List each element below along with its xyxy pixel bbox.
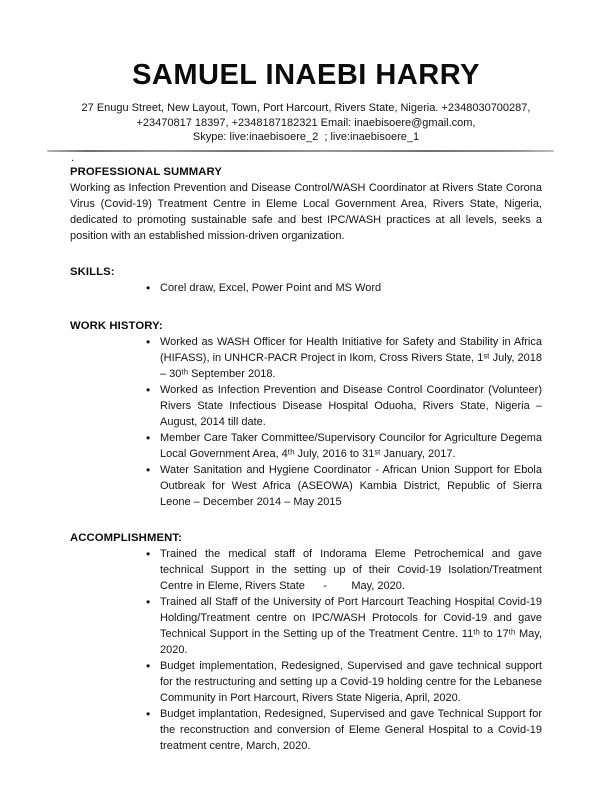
section-work-history [70,318,542,510]
section-skills [70,264,542,296]
contact-line-phone-email: +23470817 18397, +2348187182321 Email: inaebisoere@gmail.com, [136,116,476,129]
list-item [145,658,542,706]
accomplishment-entry: Budget implantation, Redesigned, Supervised and gave Technical Support for the reconstruction and conversion of Eleme General Hospital to a Covid-19 treatment centre, March, 2020. [160,707,542,752]
list-item [145,280,542,296]
list-item [145,462,542,510]
stray-period-mark: . [71,151,75,164]
work-history-entry: Worked as WASH Officer for Health Initiative for Safety and Stability in Africa (HIFASS), in UNHCR-PACR Project in Ikom, Cross Rivers State, 1ˢᵗ July, 2018 – 30ᵗʰ September 2018. [160,335,542,380]
accomplishment-entry: Budget implementation, Redesigned, Supervised and gave technical support for the restructuring and setting up a Covid-19 holding centre for the Lebanese Community in Port Harcourt, Rivers State Nigeria, April, 2020. [160,659,542,704]
section-heading-skills: SKILLS: [70,265,115,278]
skill-text: Corel draw, Excel, Power Point and MS Word [160,281,382,294]
accomplishment-entry: Trained the medical staff of Indorama Eleme Petrochemical and gave technical Support in the setting up of their Covid-19 Isolation/Treatment Centre in Eleme, Rivers State - May, 2020. [160,547,542,592]
contact-line-address: 27 Enugu Street, New Layout, Town, Port Harcourt, Rivers State, Nigeria. +2348030700287, [81,102,531,114]
work-history-entry: Member Care Taker Committee/Supervisory Councilor for Agriculture Degema Local Government Area, 4ᵗʰ July, 2016 to 31ˢᵗ January, 2017. [160,431,542,460]
contact-line-skype: Skype: live:inaebisoere_2 ; live:inaebisoere_1 [192,131,420,143]
accomplishment-entry: Trained all Staff of the University of Port Harcourt Teaching Hospital Covid-19 Holding/Treatment centre on IPC/WASH Protocols for Covid-19 and gave Technical Support in the Setting up of the Treatment Centre. 11ᵗʰ to 17ᵗʰ May, 2020. [160,595,542,656]
resume-body [70,164,542,754]
work-history-entry: Worked as Infection Prevention and Disease Control Coordinator (Volunteer) Rivers State Infectious Disease Hospital Oduoha, Rivers State, Nigeria – August, 2014 till date. [160,383,542,428]
list-item [145,706,542,754]
work-history-entry: Water Sanitation and Hygiene Coordinator - African Union Support for Ebola Outbreak for West Africa (ASEOWA) Kambia District, Republic of Sierra Leone – December 2014 – May 2015 [160,463,542,508]
work-history-list [70,334,542,510]
list-item [145,594,542,658]
list-item [145,546,542,594]
section-heading-accomplishment: ACCOMPLISHMENT: [70,531,182,544]
resume-header [0,0,612,145]
section-heading-professional-summary: PROFESSIONAL SUMMARY [70,165,223,178]
section-heading-work-history: WORK HISTORY: [70,319,163,332]
section-accomplishment [70,530,542,754]
skills-list [70,280,542,296]
section-professional-summary [70,164,542,244]
list-item [145,430,542,462]
candidate-name: SAMUEL INAEBI HARRY [132,59,480,91]
professional-summary-paragraph: Working as Infection Prevention and Disease Control/WASH Coordinator at Rivers State Corona Virus (Covid-19) Treatment Centre in Eleme Local Government Area, Rivers State, Nigeria, dedicated to promoting sustainable safe and best IPC/WASH practices at all levels, seeks a position with an established mission-driven organization. [70,181,542,242]
accomplishment-list [70,546,542,754]
list-item [145,382,542,430]
list-item [145,334,542,382]
